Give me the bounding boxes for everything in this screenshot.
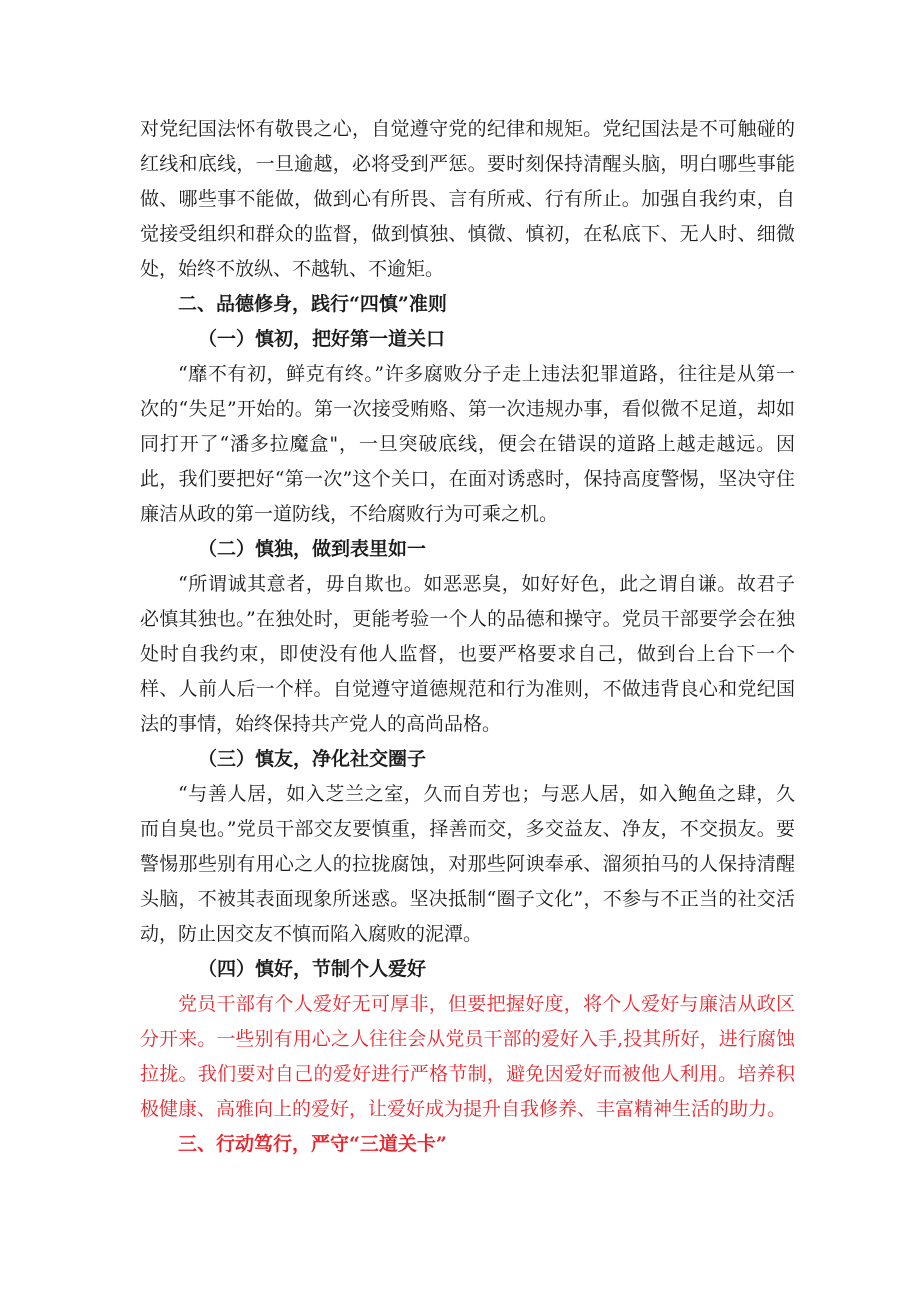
subheading-shenhao: （四）慎好，节制个人爱好 xyxy=(198,958,427,980)
subheading-shendu: （二）慎独，做到表里如一 xyxy=(198,538,427,560)
paragraph-shenyou: “与善人居，如入芝兰之室，久而自芳也；与恶人居，如入鲍鱼之肆，久而自臭也。”党员干部交友要慎重，择善而交，多交益友、净友，不交损友。要警惕那些别有用心之人的拉拢腐蚀，对那些阿谀奉承、溜须拍马的人保持清醒头脑，不被其表面现象所迷惑。坚决抵制“圈子文化”，不参与不正当的社交活动，防止因交友不慎而陷入腐败的泥潭。 xyxy=(140,783,795,945)
document-page xyxy=(140,112,795,1162)
paragraph-shenhao: 党员干部有个人爱好无可厚非，但要把握好度，将个人爱好与廉洁从政区分开来。一些别有用心之人往往会从党员干部的爱好入手,投其所好，进行腐蚀拉拢。我们要对自己的爱好进行严格节制，避免因爱好而被他人利用。培养积极健康、高雅向上的爱好，让爱好成为提升自我修养、丰富精神生活的助力。 xyxy=(140,993,795,1120)
section-heading-3: 三、行动笃行，严守“三道关卡” xyxy=(178,1133,447,1155)
subheading-shenchu: （一）慎初，把好第一道关口 xyxy=(198,328,446,350)
section-heading-2: 二、品德修身，践行“四慎”准则 xyxy=(178,293,447,315)
intro-paragraph: 对党纪国法怀有敬畏之心，自觉遵守党的纪律和规矩。党纪国法是不可触碰的红线和底线，一旦逾越，必将受到严惩。要时刻保持清醒头脑，明白哪些事能做、哪些事不能做，做到心有所畏、言有所戒、行有所止。加强自我约束，自觉接受组织和群众的监督，做到慎独、慎微、慎初，在私底下、无人时、细微处，始终不放纵、不越轨、不逾矩。 xyxy=(140,118,795,280)
subheading-shenyou: （三）慎友，净化社交圈子 xyxy=(198,748,427,770)
paragraph-shendu: “所谓诚其意者，毋自欺也。如恶恶臭，如好好色，此之谓自谦。故君子必慎其独也。”在独处时，更能考验一个人的品德和操守。党员干部要学会在独处时自我约束，即使没有他人监督，也要严格要求自己，做到台上台下一个样、人前人后一个样。自觉遵守道德规范和行为准则，不做违背良心和党纪国法的事情，始终保持共产党人的高尚品格。 xyxy=(140,573,795,735)
paragraph-shenchu: “靡不有初，鲜克有终。”许多腐败分子走上违法犯罪道路，往往是从第一次的“失足”开始的。第一次接受贿赂、第一次违规办事，看似微不足道，却如同打开了“潘多拉魔盒"，一旦突破底线，便会在错误的道路上越走越远。因此，我们要把好“第一次”这个关口，在面对诱惑时，保持高度警惕，坚决守住廉洁从政的第一道防线，不给腐败行为可乘之机。 xyxy=(140,363,795,525)
